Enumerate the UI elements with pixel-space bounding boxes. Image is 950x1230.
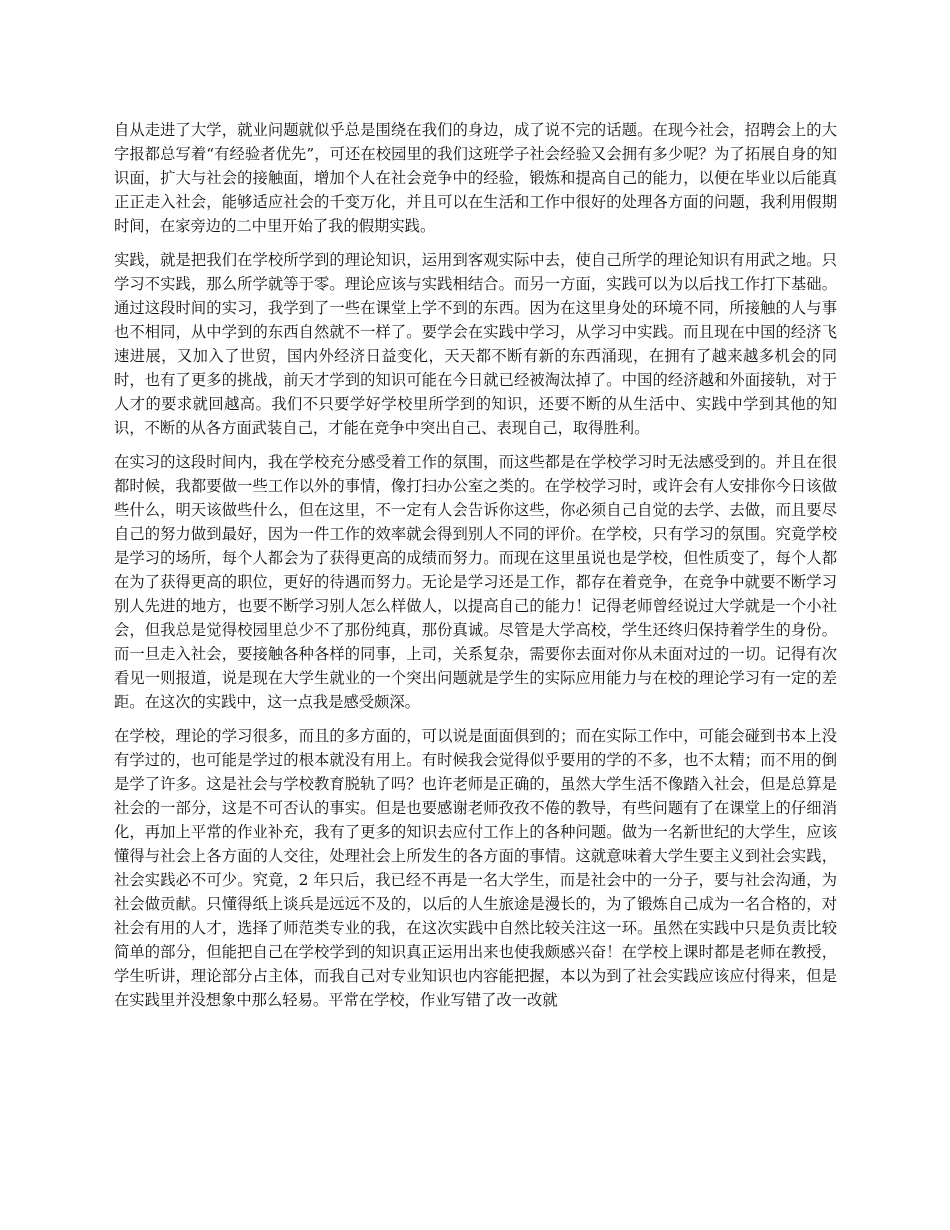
document-body <box>114 118 837 1022</box>
paragraph-3: 在实习的这段时间内，我在学校充分感受着工作的氛围，而这些都是在学校学习时无法感受到的。并且在很都时候，我都要做一些工作以外的事情，像打扫办公室之类的。在学校学习时，或许会有人安排你今日该做些什么，明天该做些什么，但在这里，不一定有人会告诉你这些，你必须自己自觉的去学、去做，而且要尽自己的努力做到最好，因为一件工作的效率就会得到别人不同的评价。在学校，只有学习的氛围。究竟学校是学习的场所，每个人都会为了获得更高的成绩而努力。而现在这里虽说也是学校，但性质变了，每个人都在为了获得更高的职位，更好的待遇而努力。无论是学习还是工作，都存在着竞争，在竞争中就要不断学习别人先进的地方，也要不断学习别人怎么样做人，以提高自己的能力！记得老师曾经说过大学就是一个小社会，但我总是觉得校园里总少不了那份纯真，那份真诚。尽管是大学高校，学生还终归保持着学生的身份。而一旦走入社会，要接触各种各样的同事，上司，关系复杂，需要你去面对你从未面对过的一切。记得有次看见一则报道，说是现在大学生就业的一个突出问题就是学生的实际应用能力与在校的理论学习有一定的差距。在这次的实践中，这一点我是感受颇深。 <box>114 453 837 711</box>
paragraph-4: 在学校，理论的学习很多，而且的多方面的，可以说是面面俱到的；而在实际工作中，可能会碰到书本上没有学过的，也可能是学过的根本就没有用上。有时候我会觉得似乎要用的学的不多，也不太精；而不用的倒是学了许多。这是社会与学校教育脱轨了吗？也许老师是正确的，虽然大学生活不像踏入社会，但是总算是社会的一部分，这是不可否认的事实。但是也要感谢老师孜孜不倦的教导，有些问题有了在课堂上的仔细消化，再加上平常的作业补充，我有了更多的知识去应付工作上的各种问题。做为一名新世纪的大学生，应该懂得与社会上各方面的人交往，处理社会上所发生的各方面的事情。这就意味着大学生要主义到社会实践，社会实践必不可少。究竟，2 年只后，我已经不再是一名大学生，而是社会中的一分子，要与社会沟通，为社会做贡献。只懂得纸上谈兵是远远不及的，以后的人生旅途是漫长的，为了锻炼自己成为一名合格的，对社会有用的人才，选择了师范类专业的我，在这次实践中自然比较关注这一环。虽然在实践中只是负责比较简单的部分，但能把自己在学校学到的知识真正运用出来也使我颇感兴奋！在学校上课时都是老师在教授，学生听讲，理论部分占主体，而我自己对专业知识也内容能把握，本以为到了社会实践应该应付得来，但是在实践里并没想象中那么轻易。平常在学校，作业写错了改一改就 <box>114 727 837 1009</box>
paragraph-2: 实践，就是把我们在学校所学到的理论知识，运用到客观实际中去，使自己所学的理论知识有用武之地。只学习不实践，那么所学就等于零。理论应该与实践相结合。而另一方面，实践可以为以后找工作打下基础。通过这段时间的实习，我学到了一些在课堂上学不到的东西。因为在这里身处的环境不同，所接触的人与事也不相同，从中学到的东西自然就不一样了。要学会在实践中学习，从学习中实践。而且现在中国的经济飞速进展，又加入了世贸，国内外经济日益变化，天天都不断有新的东西涌现，在拥有了越来越多机会的同时，也有了更多的挑战，前天才学到的知识可能在今日就已经被淘汰掉了。中国的经济越和外面接轨，对于人才的要求就回越高。我们不只要学好学校里所学到的知识，还要不断的从生活中、实践中学到其他的知识，不断的从各方面武装自己，才能在竞争中突出自己、表现自己，取得胜利。 <box>114 251 837 437</box>
paragraph-1: 自从走进了大学，就业问题就似乎总是围绕在我们的身边，成了说不完的话题。在现今社会，招聘会上的大字报都总写着“有经验者优先”，可还在校园里的我们这班学子社会经验又会拥有多少呢？为了拓展自身的知识面，扩大与社会的接触面，增加个人在社会竞争中的经验，锻炼和提高自己的能力，以便在毕业以后能真正正走入社会，能够适应社会的千变万化，并且可以在生活和工作中很好的处理各方面的问题，我利用假期时间，在家旁边的二中里开始了我的假期实践。 <box>114 121 837 235</box>
